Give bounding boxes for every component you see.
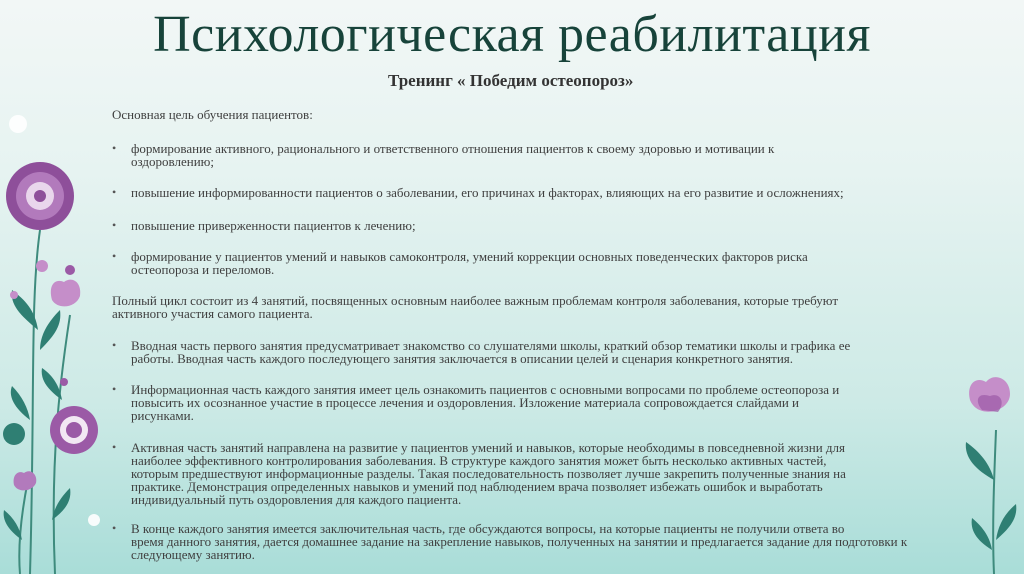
goals-intro: Основная цель обучения пациентов: [112,107,313,122]
part-text: Вводная часть первого занятия предусматривает знакомство со слушателями школы, краткий обзор тематики школы и графика ее работы. Вводная часть каждого последующего занятия заключается в описании целей и сценария конкретного занятия. [131,338,851,366]
cycle-paragraph: Полный цикл состоит из 4 занятий, посвященных основным наиболее важным проблемам контроля заболевания, которые требуют активного участия самого пациента. [112,293,839,321]
bullet-icon: • [112,521,117,535]
left-flower-decoration [0,100,110,574]
flower-large-icon [6,162,74,230]
bullet-icon: • [112,440,117,454]
part-text: Активная часть занятий направлена на развитие у пациентов умений и навыков, которые необходимы в повседневной жизни для наиболее эффективного контролирования заболевания. В структуре каждого занятия может быть несколько активных частей, которым предшествуют информационные разделы. Такая последовательность позволяет лучше закрепить полученные знания на практике. Демонстрация определенных навыков и умений под наблюдением врача позволяет избежать ошибок и выработать индивидуальный путь оздоровления для каждого пациента. [131,440,846,507]
slide-title: Психологическая реабилитация [153,6,871,63]
bullet-icon: • [112,185,117,199]
part-text: В конце каждого занятия имеется заключительная часть, где обсуждаются вопросы, на которые пациенты не получили ответа во время данного занятия, дается домашнее задание на закрепление навыков, полученных на занятии и предлагается задание для подготовки к следующему занятию. [131,521,908,562]
goal-text: повышение информированности пациентов о заболевании, его причинах и факторах, влияющих на его развитие и осложнениях; [131,185,844,200]
goal-text: повышение приверженности пациентов к лечению; [131,218,416,233]
bullet-icon: • [112,141,117,155]
flower-ring-icon [50,406,98,454]
flower-small-icon [14,471,37,490]
bullet-icon: • [112,249,117,263]
flower-tulip-icon [51,280,80,307]
slide-subtitle: Тренинг « Победим остеопороз» [388,71,634,90]
bullet-icon: • [112,338,117,352]
goal-text: формирование у пациентов умений и навыков самоконтроля, умений коррекции основных поведенческих факторов риска остеопороза и переломов. [131,249,808,277]
teal-dot-icon [3,423,25,445]
bullet-icon: • [112,218,117,232]
bullet-icon: • [112,382,117,396]
part-text: Информационная часть каждого занятия имеет цель ознакомить пациентов с основными вопросами по проблеме остеопороза и повысить их осознанное участие в процессе лечения и оздоровления. Изложение материала сопровождается слайдами и рисунками. [131,382,840,423]
goal-text: формирование активного, рационального и ответственного отношения пациентов к своему здоровью и мотивации к оздоровлению; [131,141,775,169]
flower-right-tulip-icon [969,377,1010,412]
